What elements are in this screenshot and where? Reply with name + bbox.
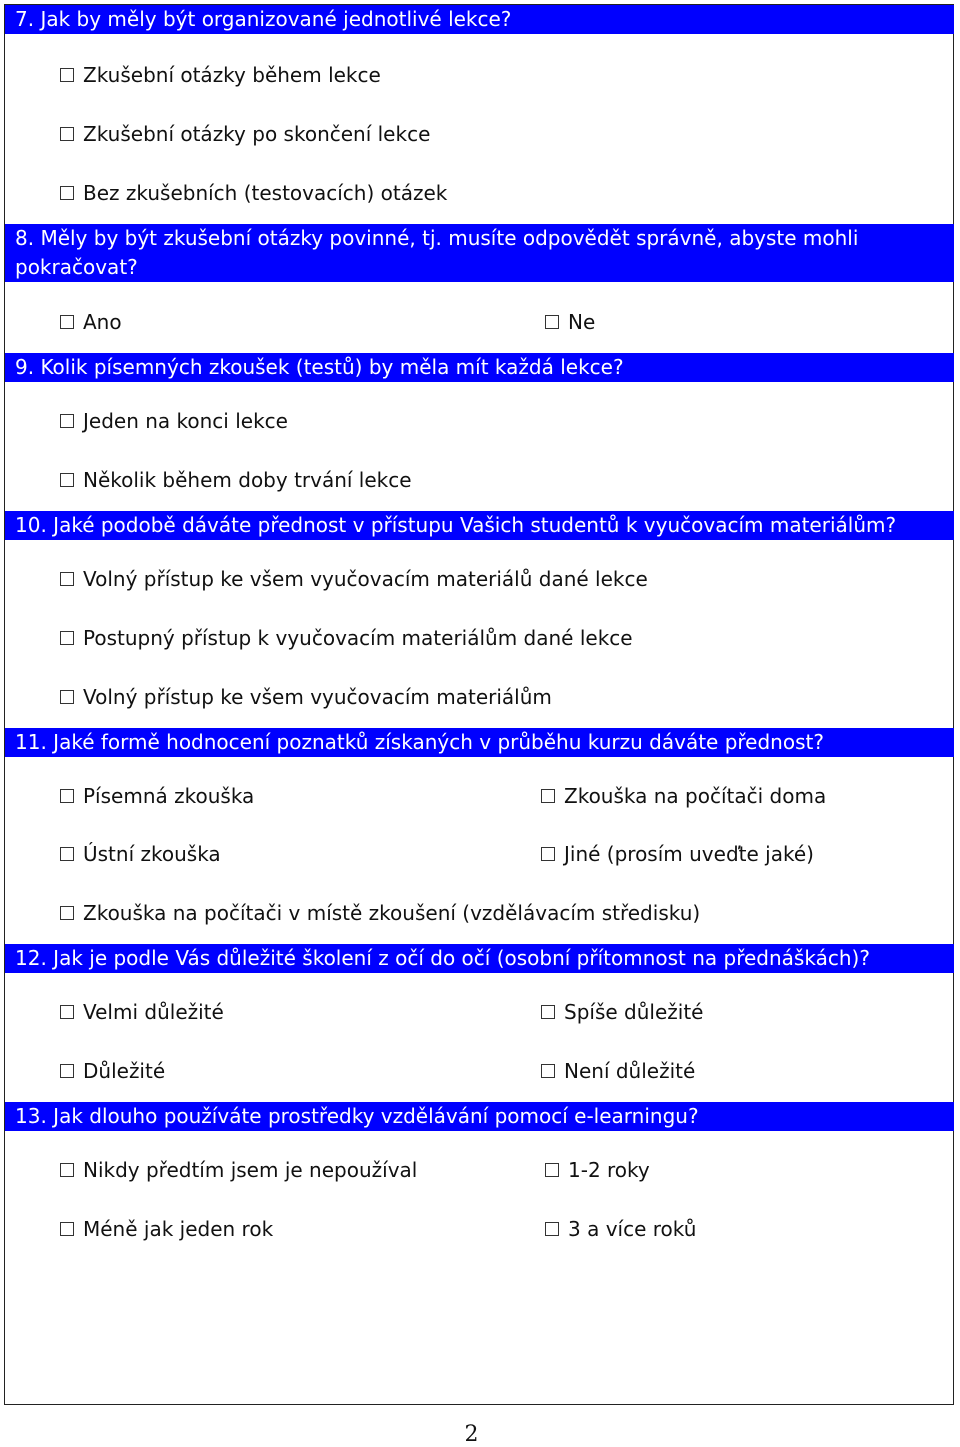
option-q13-never[interactable]: Nikdy předtím jsem je nepoužíval: [60, 1156, 417, 1184]
option-q13-3-plus-years[interactable]: 3 a více roků: [545, 1215, 696, 1243]
option-q11-computer-center[interactable]: Zkouška na počítači v místě zkoušení (vzdělávacím středisku): [60, 899, 700, 927]
option-q12-very-important[interactable]: Velmi důležité: [60, 998, 224, 1026]
option-q9-one-at-end[interactable]: Jeden na konci lekce: [60, 407, 288, 435]
checkbox-icon[interactable]: [541, 847, 555, 861]
question-9: 9. Kolik písemných zkoušek (testů) by měla mít každá lekce?: [5, 353, 954, 382]
option-q11-oral[interactable]: Ústní zkouška: [60, 840, 221, 868]
question-8: 8. Měly by být zkušební otázky povinné, tj. musíte odpovědět správně, abyste mohli pokračovat?: [5, 224, 954, 282]
option-q7-after-lesson[interactable]: Zkušební otázky po skončení lekce: [60, 120, 430, 148]
option-q11-computer-home[interactable]: Zkouška na počítači doma: [541, 782, 826, 810]
option-q10-gradual[interactable]: Postupný přístup k vyučovacím materiálům dané lekce: [60, 624, 633, 652]
option-q7-during-lesson[interactable]: Zkušební otázky během lekce: [60, 61, 381, 89]
checkbox-icon[interactable]: [60, 68, 74, 82]
option-q7-no-questions[interactable]: Bez zkušebních (testovacích) otázek: [60, 179, 447, 207]
checkbox-icon[interactable]: [60, 127, 74, 141]
question-7: 7. Jak by měly být organizované jednotlivé lekce?: [5, 5, 954, 34]
checkbox-icon[interactable]: [60, 572, 74, 586]
checkbox-icon[interactable]: [60, 1064, 74, 1078]
checkbox-icon[interactable]: [60, 315, 74, 329]
option-q10-free-lesson[interactable]: Volný přístup ke všem vyučovacím materiálů dané lekce: [60, 565, 648, 593]
option-q10-free-all[interactable]: Volný přístup ke všem vyučovacím materiálům: [60, 683, 552, 711]
option-q11-other[interactable]: Jiné (prosím uveďte jaké): [541, 840, 814, 868]
checkbox-icon[interactable]: [60, 473, 74, 487]
checkbox-icon[interactable]: [60, 690, 74, 704]
checkbox-icon[interactable]: [60, 631, 74, 645]
option-q12-important[interactable]: Důležité: [60, 1057, 165, 1085]
option-q12-not-important[interactable]: Není důležité: [541, 1057, 695, 1085]
checkbox-icon[interactable]: [60, 1222, 74, 1236]
option-q9-several-during[interactable]: Několik během doby trvání lekce: [60, 466, 412, 494]
option-q8-no[interactable]: Ne: [545, 308, 595, 336]
question-12: 12. Jak je podle Vás důležité školení z očí do očí (osobní přítomnost na přednáškách)?: [5, 944, 954, 973]
question-11: 11. Jaké formě hodnocení poznatků získaných v průběhu kurzu dáváte přednost?: [5, 728, 954, 757]
checkbox-icon[interactable]: [541, 1005, 555, 1019]
checkbox-icon[interactable]: [60, 1005, 74, 1019]
option-q8-yes[interactable]: Ano: [60, 308, 122, 336]
checkbox-icon[interactable]: [545, 1222, 559, 1236]
checkbox-icon[interactable]: [541, 789, 555, 803]
checkbox-icon[interactable]: [60, 847, 74, 861]
question-10: 10. Jaké podobě dáváte přednost v přístupu Vašich studentů k vyučovacím materiálům?: [5, 511, 954, 540]
checkbox-icon[interactable]: [60, 1163, 74, 1177]
checkbox-icon[interactable]: [60, 789, 74, 803]
option-q11-written[interactable]: Písemná zkouška: [60, 782, 254, 810]
checkbox-icon[interactable]: [60, 186, 74, 200]
page-number: 2: [464, 1422, 479, 1447]
option-q13-1-2-years[interactable]: 1-2 roky: [545, 1156, 650, 1184]
checkbox-icon[interactable]: [541, 1064, 555, 1078]
checkbox-icon[interactable]: [545, 1163, 559, 1177]
checkbox-icon[interactable]: [60, 906, 74, 920]
option-q13-less-than-year[interactable]: Méně jak jeden rok: [60, 1215, 273, 1243]
question-13: 13. Jak dlouho používáte prostředky vzdělávání pomocí e-learningu?: [5, 1102, 954, 1131]
option-q12-rather-important[interactable]: Spíše důležité: [541, 998, 703, 1026]
checkbox-icon[interactable]: [60, 414, 74, 428]
checkbox-icon[interactable]: [545, 315, 559, 329]
